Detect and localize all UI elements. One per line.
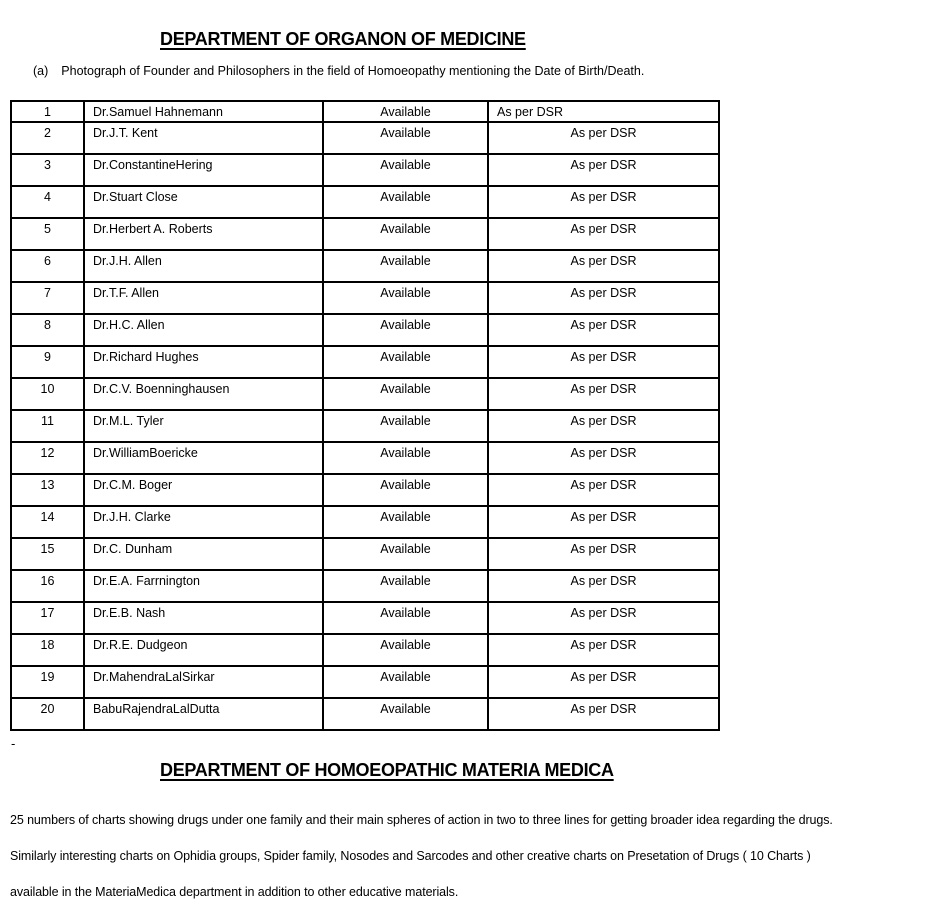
table-row xyxy=(11,101,719,122)
table-row xyxy=(11,602,719,634)
serial-number-cell: 4 xyxy=(11,186,84,218)
remark-cell: As per DSR xyxy=(488,378,719,410)
serial-number-cell: 5 xyxy=(11,218,84,250)
table-row xyxy=(11,506,719,538)
name-cell: Dr.H.C. Allen xyxy=(84,314,323,346)
remark-cell: As per DSR xyxy=(488,666,719,698)
serial-number-cell: 10 xyxy=(11,378,84,410)
paragraph: Similarly interesting charts on Ophidia groups, Spider family, Nosodes and Sarcodes and other creative charts on Presetation of Drugs ( 10 Charts ) xyxy=(10,848,811,863)
table-row xyxy=(11,378,719,410)
name-cell: Dr.J.H. Clarke xyxy=(84,506,323,538)
table-row xyxy=(11,250,719,282)
name-cell: Dr.C. Dunham xyxy=(84,538,323,570)
serial-number-cell: 1 xyxy=(11,101,84,122)
table-row xyxy=(11,570,719,602)
table-row xyxy=(11,666,719,698)
serial-number-cell: 9 xyxy=(11,346,84,378)
availability-cell: Available xyxy=(323,698,488,730)
serial-number-cell: 11 xyxy=(11,410,84,442)
table-row xyxy=(11,154,719,186)
serial-number-cell: 15 xyxy=(11,538,84,570)
table-row xyxy=(11,122,719,154)
remark-cell: As per DSR xyxy=(488,506,719,538)
availability-cell: Available xyxy=(323,666,488,698)
availability-cell: Available xyxy=(323,634,488,666)
remark-cell: As per DSR xyxy=(488,538,719,570)
serial-number-cell: 12 xyxy=(11,442,84,474)
name-cell: Dr.ConstantineHering xyxy=(84,154,323,186)
availability-cell: Available xyxy=(323,442,488,474)
availability-table xyxy=(10,100,720,731)
serial-number-cell: 19 xyxy=(11,666,84,698)
remark-cell: As per DSR xyxy=(488,346,719,378)
serial-number-cell: 13 xyxy=(11,474,84,506)
availability-table-body xyxy=(11,101,719,730)
remark-cell: As per DSR xyxy=(488,282,719,314)
availability-cell: Available xyxy=(323,474,488,506)
table-row xyxy=(11,474,719,506)
intro-line xyxy=(33,64,644,78)
serial-number-cell: 17 xyxy=(11,602,84,634)
remark-cell: As per DSR xyxy=(488,186,719,218)
serial-number-cell: 3 xyxy=(11,154,84,186)
paragraph: available in the MateriaMedica department in addition to other educative materials. xyxy=(10,884,459,899)
remark-cell: As per DSR xyxy=(488,570,719,602)
name-cell: Dr.Herbert A. Roberts xyxy=(84,218,323,250)
table-row xyxy=(11,410,719,442)
remark-cell: As per DSR xyxy=(488,122,719,154)
name-cell: Dr.Richard Hughes xyxy=(84,346,323,378)
table-row xyxy=(11,538,719,570)
availability-cell: Available xyxy=(323,378,488,410)
section-heading-organon: DEPARTMENT OF ORGANON OF MEDICINE xyxy=(160,29,526,49)
serial-number-cell: 6 xyxy=(11,250,84,282)
remark-cell: As per DSR xyxy=(488,410,719,442)
name-cell: BabuRajendraLalDutta xyxy=(84,698,323,730)
name-cell: Dr.WilliamBoericke xyxy=(84,442,323,474)
availability-cell: Available xyxy=(323,346,488,378)
table-row xyxy=(11,186,719,218)
availability-cell: Available xyxy=(323,538,488,570)
table-row xyxy=(11,698,719,730)
availability-cell: Available xyxy=(323,282,488,314)
remark-cell: As per DSR xyxy=(488,602,719,634)
remark-cell: As per DSR xyxy=(488,442,719,474)
serial-number-cell: 18 xyxy=(11,634,84,666)
name-cell: Dr.E.B. Nash xyxy=(84,602,323,634)
section-heading-materia-medica: DEPARTMENT OF HOMOEOPATHIC MATERIA MEDICA xyxy=(160,760,614,780)
remark-cell: As per DSR xyxy=(488,218,719,250)
remark-cell: As per DSR xyxy=(488,101,719,122)
paragraph: 25 numbers of charts showing drugs under one family and their main spheres of action in two to three lines for getting broader idea regarding the drugs. xyxy=(10,812,833,827)
table-row xyxy=(11,314,719,346)
name-cell: Dr.MahendraLalSirkar xyxy=(84,666,323,698)
table-row xyxy=(11,282,719,314)
intro-text: Photograph of Founder and Philosophers in the field of Homoeopathy mentioning the Date of Birth/Death. xyxy=(61,64,645,78)
serial-number-cell: 14 xyxy=(11,506,84,538)
availability-cell: Available xyxy=(323,154,488,186)
remark-cell: As per DSR xyxy=(488,314,719,346)
name-cell: Dr.Samuel Hahnemann xyxy=(84,101,323,122)
name-cell: Dr.E.A. Farrnington xyxy=(84,570,323,602)
remark-cell: As per DSR xyxy=(488,154,719,186)
remark-cell: As per DSR xyxy=(488,250,719,282)
remark-cell: As per DSR xyxy=(488,634,719,666)
availability-cell: Available xyxy=(323,602,488,634)
name-cell: Dr.T.F. Allen xyxy=(84,282,323,314)
availability-cell: Available xyxy=(323,101,488,122)
serial-number-cell: 16 xyxy=(11,570,84,602)
name-cell: Dr.J.H. Allen xyxy=(84,250,323,282)
availability-cell: Available xyxy=(323,218,488,250)
name-cell: Dr.Stuart Close xyxy=(84,186,323,218)
remark-cell: As per DSR xyxy=(488,474,719,506)
serial-number-cell: 2 xyxy=(11,122,84,154)
availability-cell: Available xyxy=(323,570,488,602)
availability-cell: Available xyxy=(323,186,488,218)
availability-cell: Available xyxy=(323,250,488,282)
remark-cell: As per DSR xyxy=(488,698,719,730)
name-cell: Dr.C.V. Boenninghausen xyxy=(84,378,323,410)
table-row xyxy=(11,442,719,474)
name-cell: Dr.R.E. Dudgeon xyxy=(84,634,323,666)
serial-number-cell: 7 xyxy=(11,282,84,314)
list-item-marker: (a) xyxy=(33,64,49,78)
availability-cell: Available xyxy=(323,506,488,538)
availability-cell: Available xyxy=(323,410,488,442)
name-cell: Dr.M.L. Tyler xyxy=(84,410,323,442)
serial-number-cell: 8 xyxy=(11,314,84,346)
name-cell: Dr.J.T. Kent xyxy=(84,122,323,154)
table-row xyxy=(11,634,719,666)
serial-number-cell: 20 xyxy=(11,698,84,730)
trailing-dash: - xyxy=(11,736,16,751)
availability-cell: Available xyxy=(323,122,488,154)
name-cell: Dr.C.M. Boger xyxy=(84,474,323,506)
table-row xyxy=(11,346,719,378)
availability-cell: Available xyxy=(323,314,488,346)
table-row xyxy=(11,218,719,250)
